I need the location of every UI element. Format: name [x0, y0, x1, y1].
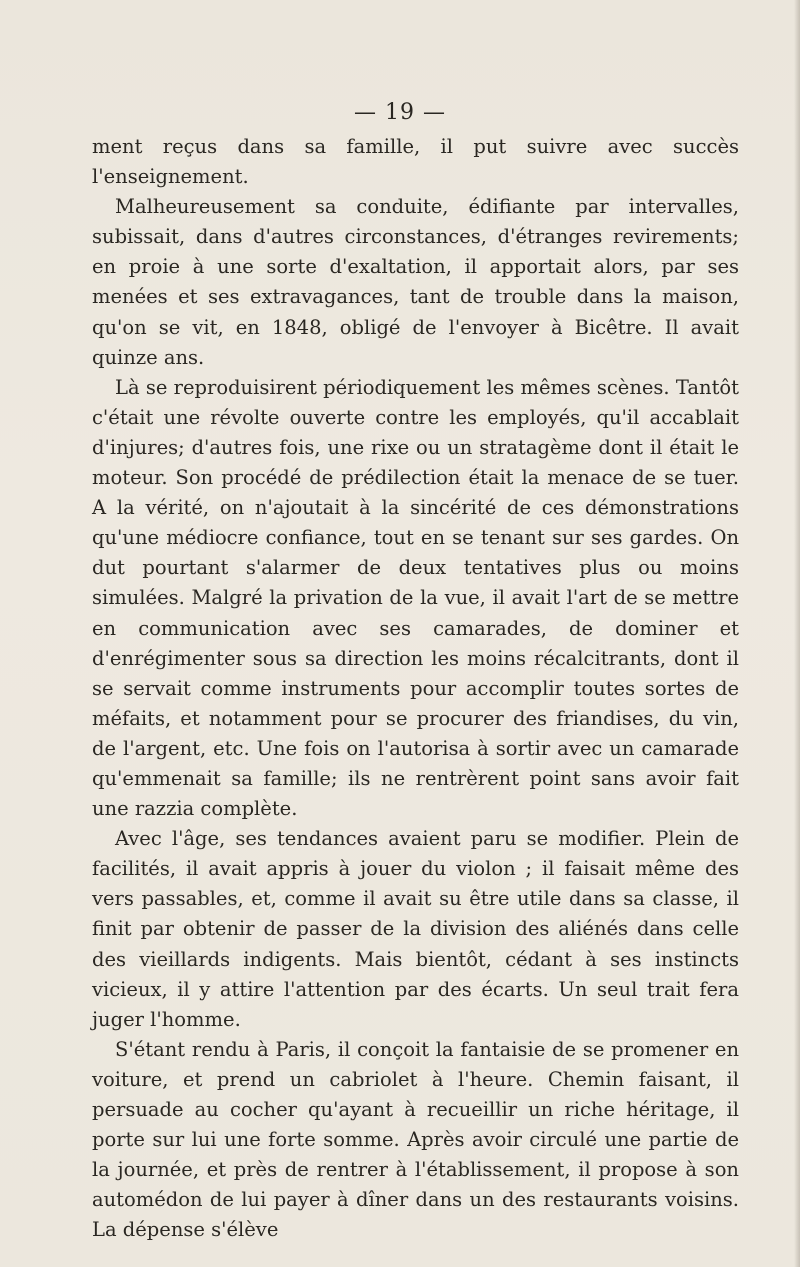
paragraph-1: ment reçus dans sa famille, il put suivre avec succès l'enseignement.: [92, 135, 739, 189]
paragraph-5: S'étant rendu à Paris, il conçoit la fantaisie de se promener en voiture, et prend un cabriolet à l'heure. Chemin faisant, il persuade au cocher qu'ayant à recueillir un riche héritage, il porte sur lui une forte somme. Après avoir circulé une partie de la journée, et près de rentrer à l'établissement, il propose à son automédon de lui payer à dîner dans un des restaurants voisins. La dépense s'élève: [92, 1037, 739, 1242]
paragraph-4: Avec l'âge, ses tendances avaient paru se modifier. Plein de facilités, il avait appris à jouer du violon ; il faisait même des vers passables, et, comme il avait su être utile dans sa classe, il finit par obtenir de passer de la division des aliénés dans celle des vieillards indigents. Mais bientôt, cédant à ses instincts vicieux, il y attire l'attention par des écarts. Un seul trait fera juger l'homme.: [92, 827, 739, 1031]
page-edge-shadow: [794, 0, 800, 1267]
body-text: [92, 132, 739, 1245]
paragraph-2: Malheureusement sa conduite, édifiante par intervalles, subissait, dans d'autres circonstances, d'étranges revirements; en proie à une sorte d'exaltation, il apportait alors, par ses menées et ses extravagances, tant de trouble dans la maison, qu'on se vit, en 1848, obligé de l'envoyer à Bicêtre. Il avait quinze ans.: [92, 195, 739, 369]
page-number: — 19 —: [354, 100, 446, 125]
paragraph-3: Là se reproduisirent périodiquement les mêmes scènes. Tantôt c'était une révolte ouverte contre les employés, qu'il accablait d'injures; d'autres fois, une rixe ou un stratagème dont il était le moteur. Son procédé de prédilection était la menace de se tuer. A la vérité, on n'ajoutait à la sincérité de ces démonstrations qu'une médiocre confiance, tout en se tenant sur ses gardes. On dut pourtant s'alarmer de deux tentatives plus ou moins simulées. Malgré la privation de la vue, il avait l'art de se mettre en communication avec ses camarades, de dominer et d'enrégimenter sous sa direction les moins récalcitrants, dont il se servait comme instruments pour accomplir toutes sortes de méfaits, et notamment pour se procurer des friandises, du vin, de l'argent, etc. Une fois on l'autorisa à sortir avec un camarade qu'emmenait sa famille; ils ne rentrèrent point sans avoir fait une razzia complète.: [92, 375, 739, 821]
